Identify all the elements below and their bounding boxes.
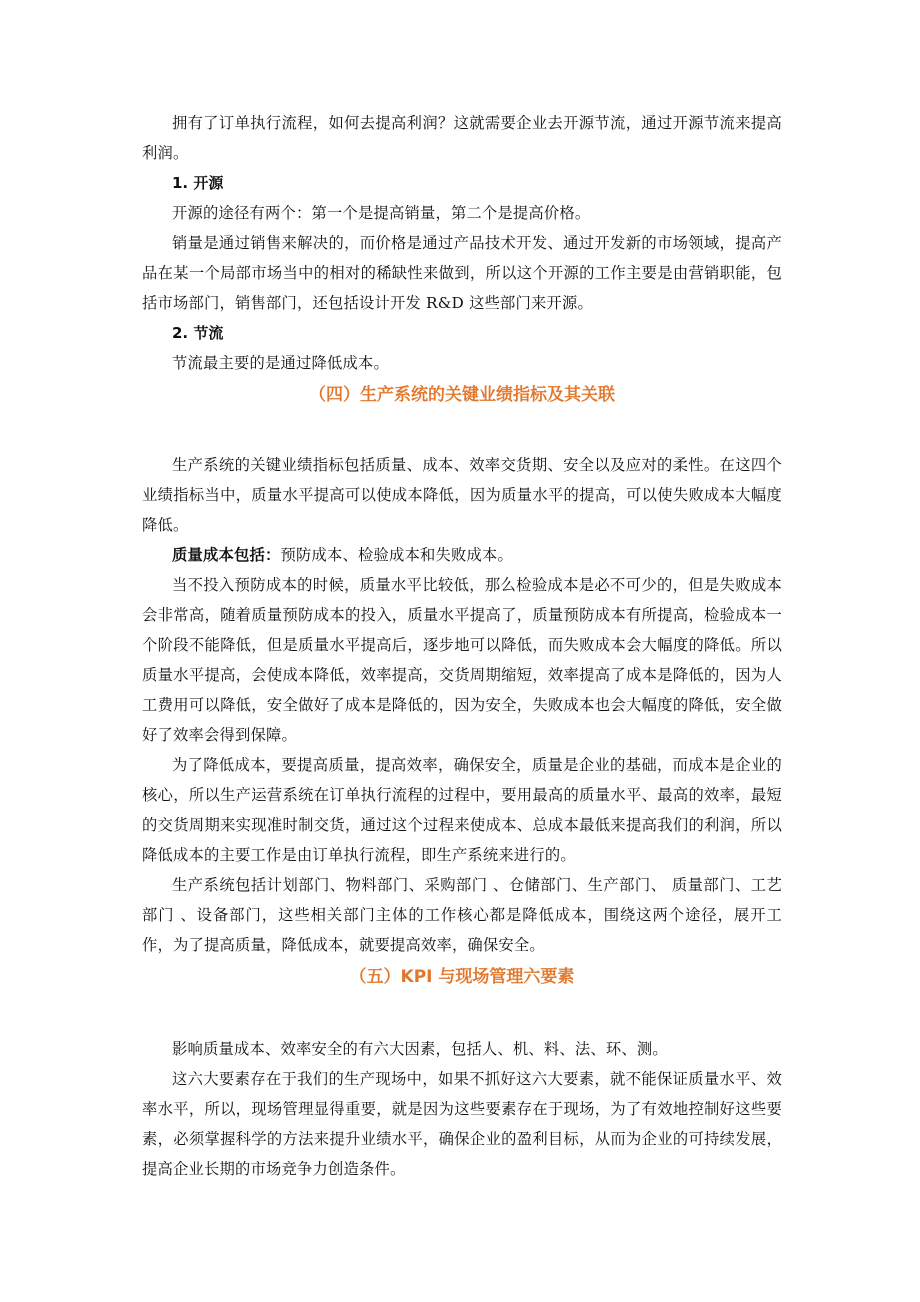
production-system-paragraph: 生产系统包括计划部门、物料部门、采购部门 、仓储部门、生产部门、 质量部门、工艺部门 、设备部门，这些相关部门主体的工作核心都是降低成本，围绕这两个途径，展开工作，为了提高质量，降低成本，就要提高效率，确保安全。 [142,876,782,954]
jieliu-paragraph: 节流最主要的是通过降低成本。 [172,354,389,372]
intro-paragraph: 拥有了订单执行流程，如何去提高利润？这就需要企业去开源节流，通过开源节流来提高利润。 [142,114,782,162]
subheading-jieliu: 2. 节流 [172,324,224,342]
section-heading-4: （四）生产系统的关键业绩指标及其关联 [309,385,615,405]
quality-cost-paragraph: 当不投入预防成本的时候，质量水平比较低，那么检验成本是必不可少的，但是失败成本会非常高，随着质量预防成本的投入，质量水平提高了，质量预防成本有所提高，检验成本一个阶段不能降低，但是质量水平提高后，逐步地可以降低，而失败成本会大幅度的降低。所以质量水平提高，会使成本降低，效率提高，交货周期缩短，效率提高了成本是降低的，因为人工费用可以降低，安全做好了成本是降低的，因为安全，失败成本也会大幅度的降低，安全做好了效率会得到保障。 [142,576,782,744]
quality-cost-label: 质量成本包括： [172,546,281,564]
kaiyuan-paragraph-2: 销量是通过销售来解决的，而价格是通过产品技术开发、通过开发新的市场领域，提高产品在某一个局部市场当中的相对的稀缺性来做到，所以这个开源的工作主要是由营销职能，包括市场部门，销售部门，还包括设计开发 R&D 这些部门来开源。 [142,234,782,312]
kpi-paragraph: 生产系统的关键业绩指标包括质量、成本、效率交货期、安全以及应对的柔性。在这四个业绩指标当中，质量水平提高可以使成本降低，因为质量水平的提高，可以使失败成本大幅度降低。 [142,456,782,534]
section-heading-5: （五）KPI 与现场管理六要素 [349,967,575,987]
six-factors-paragraph: 影响质量成本、效率安全的有六大因素，包括人、机、料、法、环、测。 [172,1040,668,1058]
kaiyuan-paragraph-1: 开源的途径有两个：第一个是提高销量，第二个是提高价格。 [172,204,591,222]
quality-cost-line [142,540,782,570]
subheading-kaiyuan: 1. 开源 [172,174,224,192]
reduce-cost-paragraph: 为了降低成本，要提高质量，提高效率，确保安全，质量是企业的基础，而成本是企业的核心，所以生产运营系统在订单执行流程的过程中，要用最高的质量水平、最高的效率，最短的交货周期来实现准时制交货，通过这个过程来使成本、总成本最低来提高我们的利润，所以降低成本的主要工作是由订单执行流程，即生产系统来进行的。 [142,756,782,864]
quality-cost-text: 预防成本、检验成本和失败成本。 [280,546,513,564]
site-management-paragraph: 这六大要素存在于我们的生产现场中，如果不抓好这六大要素，就不能保证质量水平、效率水平，所以，现场管理显得重要，就是因为这些要素存在于现场，为了有效地控制好这些要素，必须掌握科学的方法来提升业绩水平，确保企业的盈利目标，从而为企业的可持续发展，提高企业长期的市场竞争力创造条件。 [142,1070,782,1178]
